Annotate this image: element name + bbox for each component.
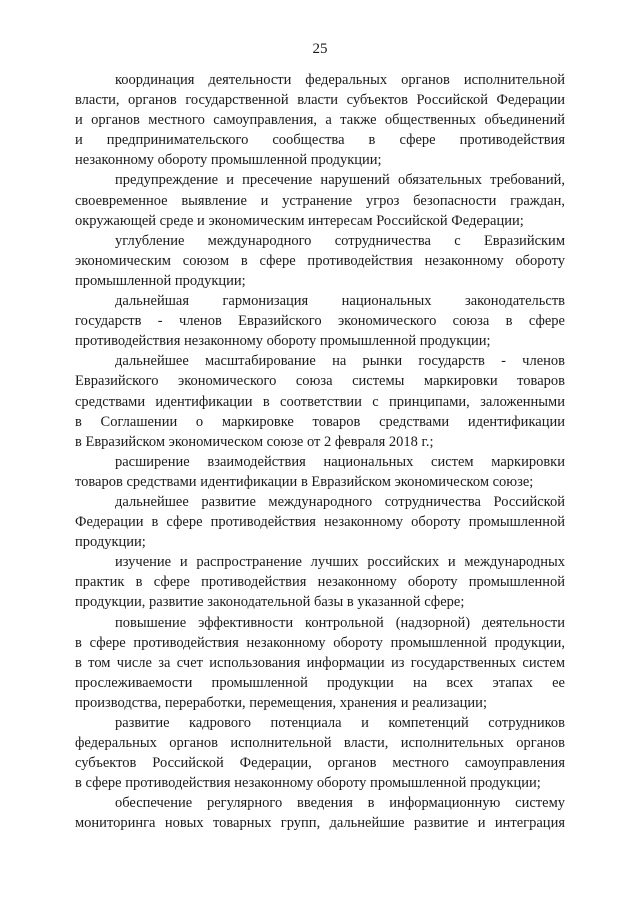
text-line: расширение взаимодействия национальных систем маркировки bbox=[115, 453, 565, 470]
text-line: федеральных органов исполнительной власти, исполнительных органов bbox=[75, 735, 565, 752]
text-line: изучение и распространение лучших российских и международных bbox=[115, 554, 565, 571]
text-line: товаров средствами идентификации в Евразийском экономическом союзе; bbox=[75, 473, 534, 490]
text-line: углубление международного сотрудничества с Евразийским bbox=[115, 232, 565, 249]
text-line: государств - членов Евразийского экономического союза в сфере bbox=[75, 313, 565, 330]
text-line: власти, органов государственной власти субъектов Российской Федерации bbox=[75, 92, 565, 109]
text-line: продукции; bbox=[75, 534, 146, 551]
paragraph bbox=[75, 613, 565, 713]
paragraph bbox=[75, 713, 565, 793]
text-line: незаконному обороту промышленной продукции; bbox=[75, 152, 382, 169]
text-line: окружающей среде и экономическим интересам Российской Федерации; bbox=[75, 212, 524, 229]
text-line: средствами идентификации в соответствии с принципами, заложенными bbox=[75, 393, 565, 410]
paragraph bbox=[75, 291, 565, 351]
paragraph bbox=[75, 351, 565, 451]
paragraph bbox=[75, 492, 565, 552]
paragraph bbox=[75, 793, 565, 833]
text-line: в сфере противодействия незаконному обороту промышленной продукции, bbox=[75, 634, 565, 651]
text-line: повышение эффективности контрольной (надзорной) деятельности bbox=[115, 614, 565, 631]
text-line: промышленной продукции; bbox=[75, 272, 246, 289]
text-line: и предпринимательского сообщества в сфере противодействия bbox=[75, 132, 565, 149]
paragraph bbox=[75, 70, 565, 170]
text-line: Евразийского экономического союза системы маркировки товаров bbox=[75, 373, 565, 390]
page-number: 25 bbox=[312, 41, 328, 57]
text-line: Федерации в сфере противодействия незаконному обороту промышленной bbox=[75, 514, 565, 531]
text-line: противодействия незаконному обороту промышленной продукции; bbox=[75, 333, 491, 350]
text-line: координация деятельности федеральных органов исполнительной bbox=[115, 72, 565, 88]
text-line: дальнейшее развитие международного сотрудничества Российской bbox=[115, 493, 565, 510]
paragraph bbox=[75, 170, 565, 230]
text-line: и органов местного самоуправления, а также общественных объединений bbox=[75, 112, 565, 129]
text-line: дальнейшее масштабирование на рынки государств - членов bbox=[115, 353, 565, 370]
text-line: продукции, развитие законодательной базы в указанной сфере; bbox=[75, 594, 465, 611]
text-line: прослеживаемости промышленной продукции на всех этапах ее bbox=[75, 674, 565, 691]
document-body bbox=[75, 70, 565, 834]
text-line: субъектов Российской Федерации, органов местного самоуправления bbox=[75, 755, 565, 772]
text-line: развитие кадрового потенциала и компетенций сотрудников bbox=[115, 715, 565, 731]
text-line: мониторинга новых товарных групп, дальнейшие развитие и интеграция bbox=[75, 815, 565, 832]
paragraph bbox=[75, 231, 565, 291]
text-line: обеспечение регулярного введения в информационную систему bbox=[115, 795, 565, 812]
text-line: практик в сфере противодействия незаконному обороту промышленной bbox=[75, 574, 565, 591]
text-line: производства, переработки, перемещения, хранения и реализации; bbox=[75, 694, 487, 711]
text-line: предупреждение и пресечение нарушений обязательных требований, bbox=[115, 172, 565, 189]
paragraph bbox=[75, 552, 565, 612]
text-line: в Евразийском экономическом союзе от 2 февраля 2018 г.; bbox=[75, 433, 434, 450]
text-line: своевременное выявление и устранение угроз безопасности граждан, bbox=[75, 192, 565, 209]
text-line: в сфере противодействия незаконному обороту промышленной продукции; bbox=[75, 775, 541, 792]
paragraph bbox=[75, 452, 565, 492]
text-line: в Соглашении о маркировке товаров средствами идентификации bbox=[75, 413, 565, 430]
text-line: экономическим союзом в сфере противодействия незаконному обороту bbox=[75, 252, 565, 269]
text-line: в том числе за счет использования информации из государственных систем bbox=[75, 654, 565, 671]
text-line: дальнейшая гармонизация национальных законодательств bbox=[115, 293, 565, 310]
